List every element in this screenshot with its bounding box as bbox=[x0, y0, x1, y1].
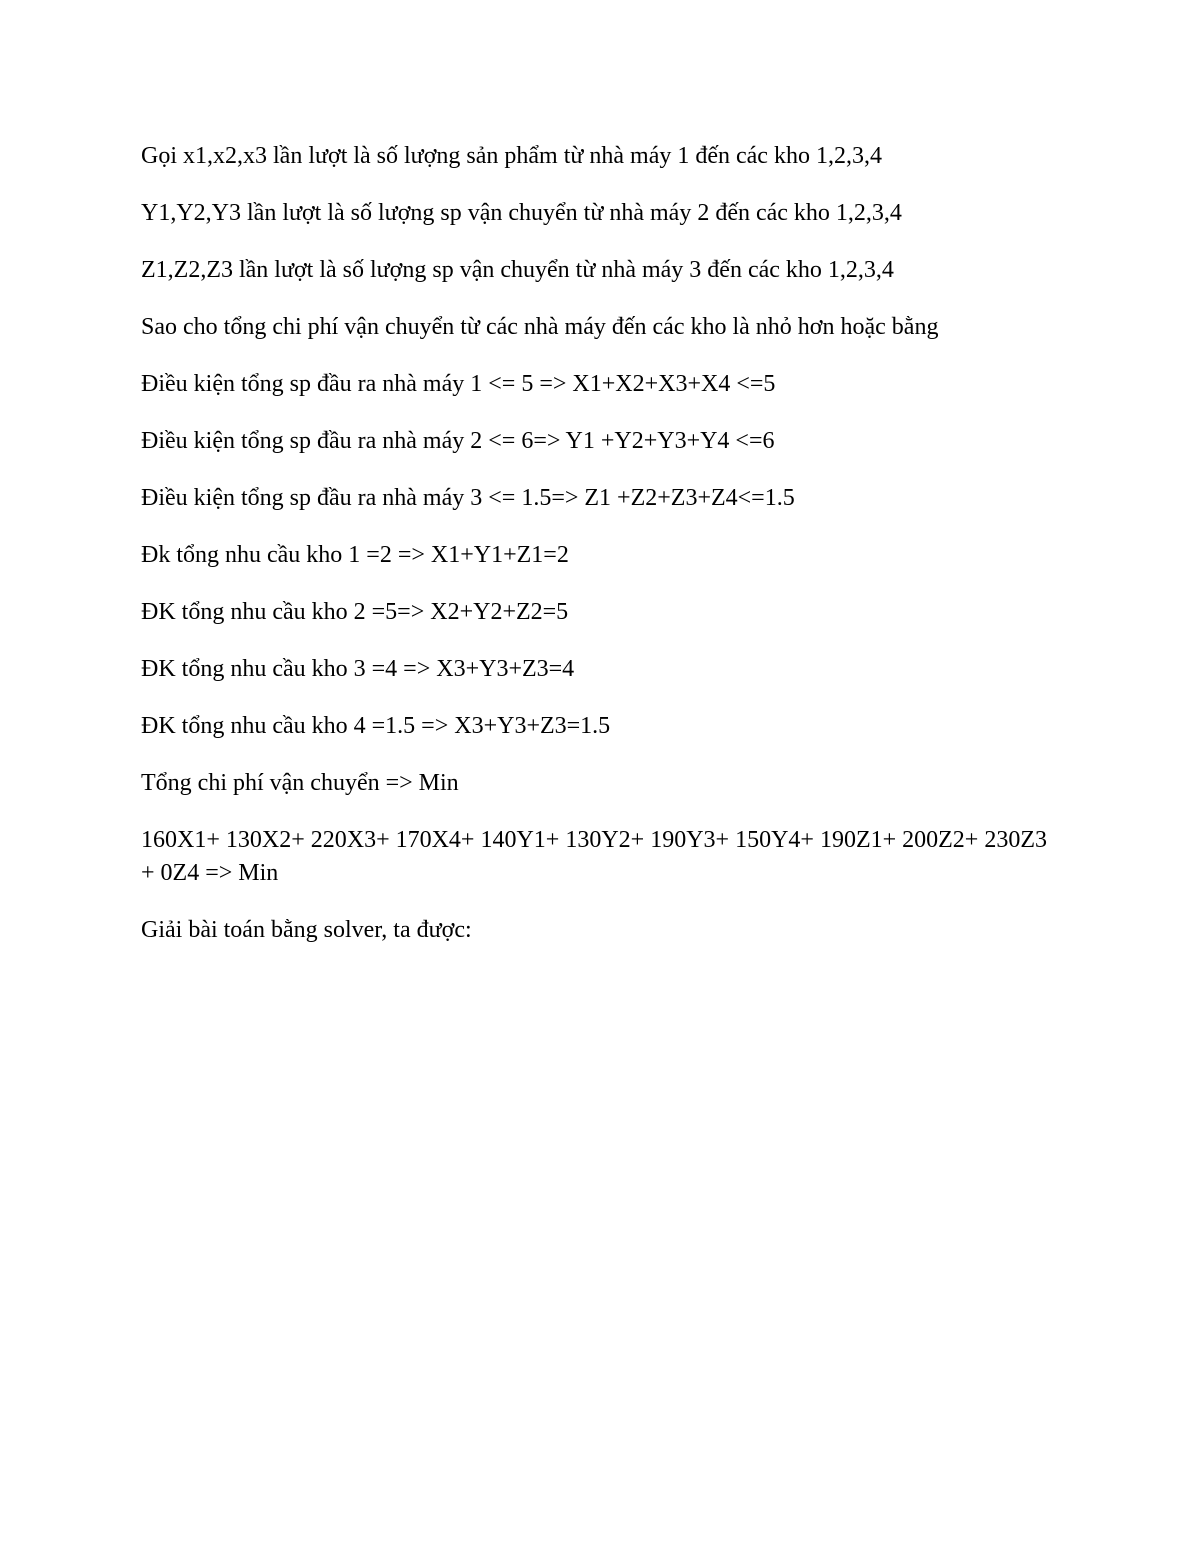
paragraph-variables-y: Y1,Y2,Y3 lần lượt là số lượng sp vận chuyển từ nhà máy 2 đến các kho 1,2,3,4 bbox=[141, 200, 902, 226]
paragraph-constraint-factory-1: Điều kiện tổng sp đầu ra nhà máy 1 <= 5 => X1+X2+X3+X4 <=5 bbox=[141, 371, 776, 397]
paragraph-solver-result: Giải bài toán bằng solver, ta được: bbox=[141, 917, 472, 943]
paragraph-constraint-factory-3: Điều kiện tổng sp đầu ra nhà máy 3 <= 1.5=> Z1 +Z2+Z3+Z4<=1.5 bbox=[141, 485, 795, 511]
document-body bbox=[141, 140, 1061, 971]
paragraph-demand-warehouse-1: Đk tổng nhu cầu kho 1 =2 => X1+Y1+Z1=2 bbox=[141, 542, 569, 568]
paragraph-total-cost-heading: Tổng chi phí vận chuyển => Min bbox=[141, 770, 459, 796]
paragraph-demand-warehouse-4: ĐK tổng nhu cầu kho 4 =1.5 => X3+Y3+Z3=1.5 bbox=[141, 713, 611, 739]
paragraph-demand-warehouse-3: ĐK tổng nhu cầu kho 3 =4 => X3+Y3+Z3=4 bbox=[141, 656, 575, 682]
paragraph-demand-warehouse-2: ĐK tổng nhu cầu kho 2 =5=> X2+Y2+Z2=5 bbox=[141, 599, 569, 625]
paragraph-variables-z: Z1,Z2,Z3 lần lượt là số lượng sp vận chuyển từ nhà máy 3 đến các kho 1,2,3,4 bbox=[141, 257, 894, 283]
paragraph-constraint-factory-2: Điều kiện tổng sp đầu ra nhà máy 2 <= 6=> Y1 +Y2+Y3+Y4 <=6 bbox=[141, 428, 775, 454]
paragraph-objective-function: 160X1+ 130X2+ 220X3+ 170X4+ 140Y1+ 130Y2+ 190Y3+ 150Y4+ 190Z1+ 200Z2+ 230Z3 + 0Z4 => Min bbox=[141, 827, 1047, 886]
paragraph-objective-statement: Sao cho tổng chi phí vận chuyển từ các nhà máy đến các kho là nhỏ hơn hoặc bằng bbox=[141, 314, 939, 340]
paragraph-variables-x: Gọi x1,x2,x3 lần lượt là số lượng sản phẩm từ nhà máy 1 đến các kho 1,2,3,4 bbox=[141, 143, 882, 169]
